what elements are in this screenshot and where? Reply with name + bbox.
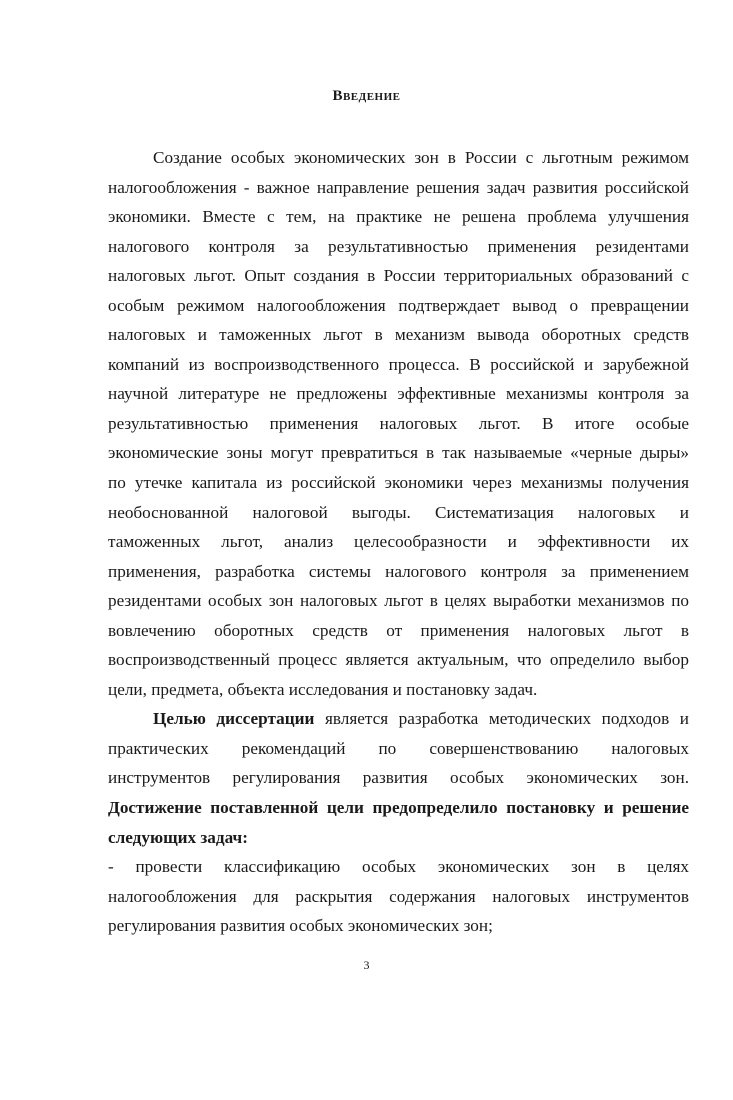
line-text: - провести классификацию особых экономических зон в целях — [108, 857, 689, 877]
text-line — [108, 882, 689, 912]
page-number: 3 — [363, 958, 370, 972]
text-line — [108, 704, 689, 734]
line-text: результативностью применения налоговых льгот. В итоге особые — [108, 413, 689, 433]
line-text: налогообложения - важное направление решения задач развития российской — [108, 177, 689, 197]
line-text: применения, разработка системы налогового контроля за применением — [108, 561, 689, 581]
text-line — [108, 852, 689, 882]
text-line — [108, 498, 689, 528]
text-line — [108, 586, 689, 616]
bold-text: следующих задач: — [108, 827, 248, 847]
text-line — [108, 734, 689, 764]
text-line — [108, 202, 689, 232]
text-line — [108, 379, 689, 409]
line-text: экономические зоны могут превратиться в так называемые «черные дыры» — [108, 443, 689, 463]
text-line — [108, 409, 689, 439]
text-line — [108, 261, 689, 291]
line-text: по утечке капитала из российской экономики через механизмы получения — [108, 473, 689, 493]
line-text: научной литературе не предложены эффективные механизмы контроля за — [108, 384, 689, 404]
line-text: налогового контроля за результативностью применения резидентами — [108, 236, 689, 256]
text-line — [108, 793, 689, 823]
line-text: компаний из воспроизводственного процесса. В российской и зарубежной — [108, 354, 689, 374]
text-line — [108, 291, 689, 321]
line-text: налоговых и таможенных льгот в механизм вывода оборотных средств — [108, 325, 689, 345]
line-text: цели, предмета, объекта исследования и постановку задач. — [108, 679, 538, 699]
text-line — [108, 675, 689, 705]
text-line — [108, 350, 689, 380]
bold-text: Достижение поставленной цели предопределило постановку и решение — [108, 798, 689, 818]
line-text: практических рекомендаций по совершенствованию налоговых — [108, 738, 689, 758]
line-text: экономики. Вместе с тем, на практике не решена проблема улучшения — [108, 207, 689, 227]
section-title: Введение — [332, 88, 401, 104]
text-line — [108, 438, 689, 468]
text-line — [108, 763, 689, 793]
text-line — [108, 320, 689, 350]
text-line — [108, 173, 689, 203]
text-line — [108, 616, 689, 646]
line-text: резидентами особых зон налоговых льгот в целях выработки механизмов по — [108, 591, 689, 611]
line-text: вовлечению оборотных средств от применения налоговых льгот в — [108, 620, 689, 640]
text-line — [108, 645, 689, 675]
line-text: воспроизводственный процесс является актуальным, что определило выбор — [108, 650, 689, 670]
text-line — [108, 823, 689, 853]
line-text: инструментов регулирования развития особых экономических зон. — [108, 768, 689, 788]
line-text: регулирования развития особых экономических зон; — [108, 916, 493, 936]
line-text: необоснованной налоговой выгоды. Систематизация налоговых и — [108, 502, 689, 522]
line-text: налоговых льгот. Опыт создания в России территориальных образований с — [108, 266, 689, 286]
text-line — [108, 911, 689, 941]
text-line — [108, 468, 689, 498]
text-line — [108, 527, 689, 557]
line-text: является разработка методических подходов и — [314, 709, 689, 729]
bold-text: Целью диссертации — [153, 709, 315, 729]
line-text: налогообложения для раскрытия содержания налоговых инструментов — [108, 886, 689, 906]
line-text: особым режимом налогообложения подтверждает вывод о превращении — [108, 295, 689, 315]
text-line — [108, 143, 689, 173]
line-text: Создание особых экономических зон в России с льготным режимом — [153, 148, 689, 167]
line-text: таможенных льгот, анализ целесообразности и эффективности их — [108, 532, 689, 552]
text-line — [108, 557, 689, 587]
text-line — [108, 232, 689, 262]
document-body — [108, 143, 689, 941]
